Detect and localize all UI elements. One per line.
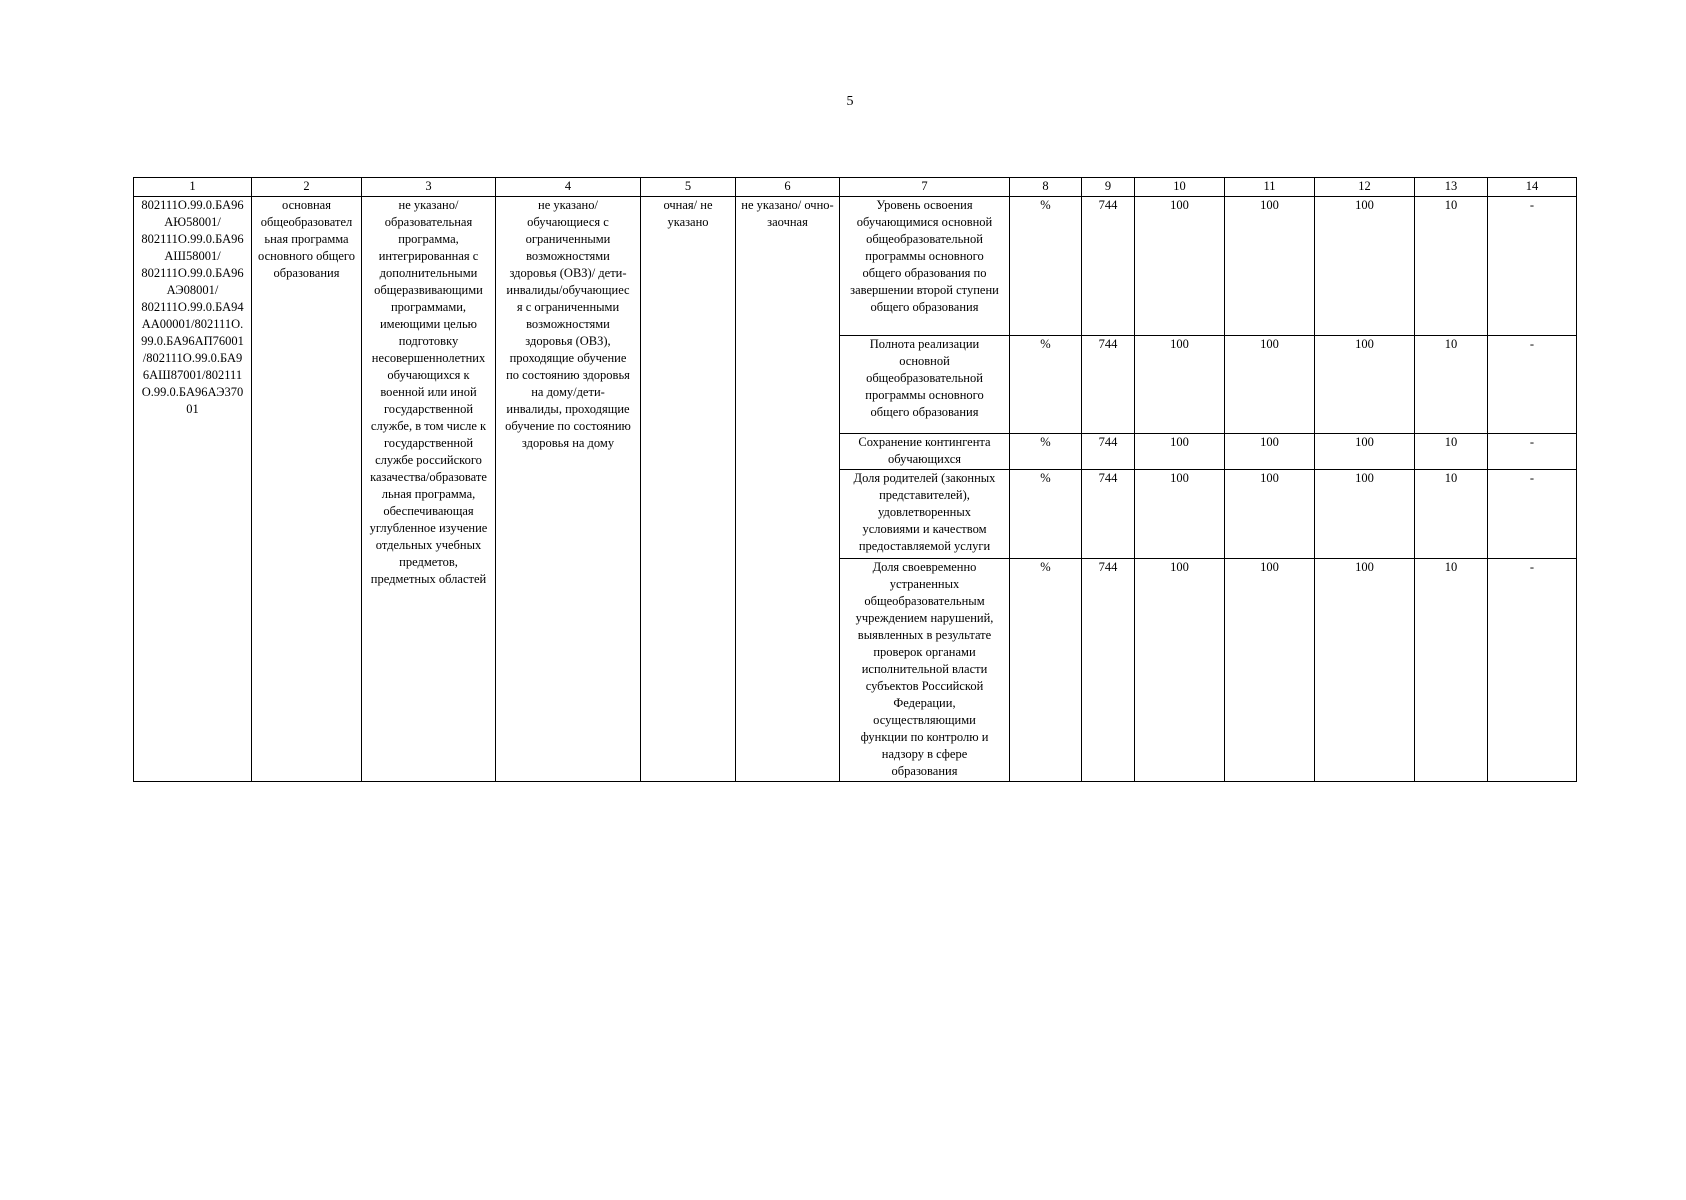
- okei-cell: 744: [1082, 197, 1135, 336]
- text-line: 6АШ87001/802111: [142, 368, 243, 382]
- text-line: общего образования: [870, 405, 979, 419]
- text-line: /802111О.99.0.БА9: [142, 351, 243, 365]
- text-line: 802111О.99.0.БА96: [141, 198, 244, 212]
- text-line: обучающихся: [887, 452, 962, 466]
- text-line: АЭ08001/: [166, 283, 219, 297]
- deviation-cell: 10: [1415, 559, 1488, 782]
- column-number: 11: [1225, 178, 1315, 197]
- text-line: осуществляющими: [873, 713, 976, 727]
- column-number: 10: [1135, 178, 1225, 197]
- indicator-name-cell: [840, 559, 1010, 782]
- text-line: отдельных учебных: [375, 538, 482, 552]
- deviation-cell: 10: [1415, 434, 1488, 470]
- text-line: имеющими целью: [379, 317, 478, 331]
- text-line: военной или иной: [380, 385, 477, 399]
- text-line: Сохранение контингента: [858, 435, 991, 449]
- text-line: очная/ не: [663, 198, 713, 212]
- program-type-cell: [362, 197, 496, 782]
- education-form-cell: [641, 197, 736, 782]
- deviation-cell: 10: [1415, 336, 1488, 434]
- deviation-cell: 10: [1415, 470, 1488, 559]
- text-line: завершении второй ступени: [850, 283, 999, 297]
- value-cell: 100: [1225, 197, 1315, 336]
- okei-cell: 744: [1082, 470, 1135, 559]
- text-line: функции по контролю и: [860, 730, 989, 744]
- column-number: 1: [134, 178, 252, 197]
- text-line: программы основного: [865, 249, 984, 263]
- value-cell: 100: [1225, 434, 1315, 470]
- text-line: образования: [273, 266, 340, 280]
- text-line: Полнота реализации: [869, 337, 980, 351]
- education-mode-cell: [736, 197, 840, 782]
- text-line: исполнительной власти: [861, 662, 988, 676]
- okei-cell: 744: [1082, 336, 1135, 434]
- text-line: здоровья (ОВЗ),: [525, 334, 611, 348]
- text-line: предметов,: [399, 555, 458, 569]
- value-cell: 100: [1135, 434, 1225, 470]
- value-cell: 100: [1225, 559, 1315, 782]
- text-line: общеобразовательной: [866, 371, 983, 385]
- text-line: удовлетворенных: [878, 505, 971, 519]
- text-line: обеспечивающая: [383, 504, 474, 518]
- indicator-name-cell: [840, 197, 1010, 336]
- column-number: 2: [252, 178, 362, 197]
- value-cell: 100: [1225, 336, 1315, 434]
- text-line: общего образования по: [862, 266, 987, 280]
- text-line: общеразвивающими: [374, 283, 483, 297]
- text-line: 99.0.БА96АП76001: [141, 334, 244, 348]
- text-line: 01: [186, 402, 199, 416]
- value-cell: 100: [1225, 470, 1315, 559]
- text-line: ограниченными: [525, 232, 611, 246]
- text-line: О.99.0.БА96АЭ370: [141, 385, 244, 399]
- text-line: учреждением нарушений,: [855, 611, 994, 625]
- indicator-name-cell: [840, 434, 1010, 470]
- text-line: возможностями: [526, 317, 610, 331]
- deviation-cell: 10: [1415, 197, 1488, 336]
- value-cell: 100: [1135, 470, 1225, 559]
- page-number: 5: [846, 94, 854, 109]
- text-line: заочная: [767, 215, 808, 229]
- text-line: надзору в сфере: [881, 747, 968, 761]
- text-line: по состоянию здоровья: [506, 368, 630, 382]
- text-line: общего образования: [870, 300, 979, 314]
- text-line: Уровень освоения: [876, 198, 973, 212]
- text-line: службе российского: [375, 453, 482, 467]
- text-line: основного общего: [258, 249, 355, 263]
- text-line: общеобразовательным: [864, 594, 985, 608]
- column-number: 9: [1082, 178, 1135, 197]
- text-line: выявленных в результате: [857, 628, 992, 642]
- text-line: устраненных: [889, 577, 960, 591]
- text-line: государственной: [383, 436, 474, 450]
- text-line: ьная программа: [264, 232, 349, 246]
- text-line: 802111О.99.0.БА96: [141, 232, 244, 246]
- dash-cell: -: [1488, 336, 1577, 434]
- text-line: указано: [667, 215, 709, 229]
- value-cell: 100: [1135, 336, 1225, 434]
- text-line: общеобразовательной: [866, 232, 983, 246]
- text-line: основная: [282, 198, 331, 212]
- text-line: Федерации,: [893, 696, 956, 710]
- text-line: программами,: [390, 300, 467, 314]
- text-line: предоставляемой услуги: [858, 539, 991, 553]
- text-line: условиями и качеством: [862, 522, 987, 536]
- text-line: программа,: [398, 232, 459, 246]
- text-line: предметных областей: [370, 572, 487, 586]
- okei-cell: 744: [1082, 559, 1135, 782]
- text-line: Доля родителей (законных: [853, 471, 996, 485]
- column-number: 4: [496, 178, 641, 197]
- text-line: подготовку: [398, 334, 459, 348]
- column-number-row: [134, 178, 1577, 197]
- unit-cell: %: [1010, 197, 1082, 336]
- dash-cell: -: [1488, 470, 1577, 559]
- text-line: здоровья на дому: [521, 436, 615, 450]
- column-number: 6: [736, 178, 840, 197]
- quality-indicators-table: [133, 177, 1577, 782]
- unit-cell: %: [1010, 559, 1082, 782]
- table-row: [134, 197, 1577, 336]
- value-cell: 100: [1315, 197, 1415, 336]
- text-line: не указано/: [538, 198, 598, 212]
- unit-cell: %: [1010, 470, 1082, 559]
- text-line: инвалиды, проходящие: [506, 402, 630, 416]
- student-category-cell: [496, 197, 641, 782]
- text-line: АЮ58001/: [164, 215, 221, 229]
- text-line: программы основного: [865, 388, 984, 402]
- value-cell: 100: [1135, 559, 1225, 782]
- text-line: обучение по состоянию: [505, 419, 631, 433]
- text-line: возможностями: [526, 249, 610, 263]
- text-line: здоровья (ОВЗ)/ дети-: [509, 266, 627, 280]
- text-line: Доля своевременно: [872, 560, 977, 574]
- value-cell: 100: [1315, 434, 1415, 470]
- text-line: не указано/: [398, 198, 459, 212]
- text-line: представителей),: [879, 488, 970, 502]
- text-line: инвалиды/обучающиес: [506, 283, 630, 297]
- unit-cell: %: [1010, 434, 1082, 470]
- text-line: проверок органами: [873, 645, 976, 659]
- text-line: интегрированная с: [378, 249, 479, 263]
- dash-cell: -: [1488, 197, 1577, 336]
- column-number: 5: [641, 178, 736, 197]
- text-line: службе, в том числе к: [370, 419, 487, 433]
- text-line: обучающихся к: [387, 368, 470, 382]
- column-number: 3: [362, 178, 496, 197]
- text-line: не указано/ очно-: [741, 198, 834, 212]
- text-line: льная программа,: [381, 487, 476, 501]
- text-line: несовершеннолетних: [371, 351, 486, 365]
- text-line: обучающиеся с: [527, 215, 609, 229]
- text-line: основной: [899, 354, 950, 368]
- text-line: проходящие обучение: [509, 351, 627, 365]
- column-number: 13: [1415, 178, 1488, 197]
- text-line: субъектов Российской: [865, 679, 984, 693]
- value-cell: 100: [1315, 559, 1415, 782]
- text-line: образования: [891, 764, 958, 778]
- dash-cell: -: [1488, 559, 1577, 782]
- text-line: АА00001/802111О.: [141, 317, 244, 331]
- text-line: общеобразовател: [260, 215, 353, 229]
- text-line: 802111О.99.0.БА96: [141, 266, 244, 280]
- text-line: казачества/образовате: [370, 470, 487, 484]
- text-line: 802111О.99.0.БА94: [141, 300, 244, 314]
- text-line: я с ограниченными: [516, 300, 620, 314]
- dash-cell: -: [1488, 434, 1577, 470]
- indicator-name-cell: [840, 470, 1010, 559]
- indicator-name-cell: [840, 336, 1010, 434]
- column-number: 8: [1010, 178, 1082, 197]
- text-line: углубленное изучение: [369, 521, 488, 535]
- column-number: 7: [840, 178, 1010, 197]
- okei-cell: 744: [1082, 434, 1135, 470]
- value-cell: 100: [1315, 336, 1415, 434]
- text-line: образовательная: [384, 215, 473, 229]
- registry-code-cell: [134, 197, 252, 782]
- text-line: АШ58001/: [164, 249, 221, 263]
- value-cell: 100: [1315, 470, 1415, 559]
- value-cell: 100: [1135, 197, 1225, 336]
- text-line: на дому/дети-: [531, 385, 605, 399]
- text-line: дополнительными: [379, 266, 478, 280]
- unit-cell: %: [1010, 336, 1082, 434]
- text-line: обучающимися основной: [856, 215, 993, 229]
- education-program-cell: [252, 197, 362, 782]
- column-number: 14: [1488, 178, 1577, 197]
- column-number: 12: [1315, 178, 1415, 197]
- text-line: государственной: [383, 402, 474, 416]
